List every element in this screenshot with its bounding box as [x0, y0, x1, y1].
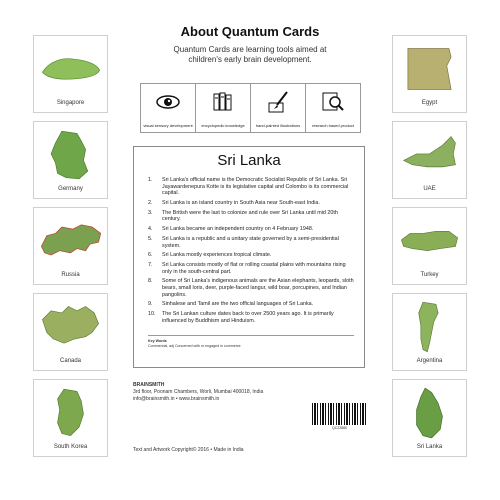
keywords-box — [148, 335, 354, 349]
turkey-map — [397, 214, 462, 268]
list-item: 10. The Sri Lankan culture dates back to over 2500 years ago. It is primarily influenced by Buddhism and Hinduism. — [148, 311, 334, 324]
egypt-map — [397, 42, 462, 96]
card-label: Singapore — [56, 100, 85, 106]
list-item: 1. Sri Lanka's official name is the Democratic Socialist Republic of Sri Lanka. Sri Jayawardenepura Kotte is its legislative capital and Colombo is its commercial capital. — [148, 177, 349, 197]
keywords-title: Key Words — [148, 339, 167, 343]
feature-label: research based product — [311, 123, 355, 128]
magnifier-icon — [306, 88, 360, 116]
feature-label: visual sensory development — [143, 123, 193, 128]
argentina-map — [397, 300, 462, 354]
copyright: Text and Artwork Copyright© 2016 • Made in India — [133, 447, 244, 453]
card-russia — [33, 207, 108, 285]
feature-hand-painted — [250, 83, 306, 133]
canada-map — [38, 300, 103, 354]
list-item: 2. Sri Lanka is an island country in South Asia near South-east India. — [148, 199, 320, 206]
contact: info@brainsmith.in • www.brainsmith.in — [133, 396, 220, 402]
card-label: Argentina — [416, 358, 443, 364]
page-title: About Quantum Cards — [180, 24, 320, 39]
feature-research — [305, 83, 361, 133]
card-label: South Korea — [53, 444, 88, 450]
paintbrush-icon — [251, 88, 305, 116]
list-item: 8. Some of Sri Lanka's indigenous animals are the Asian elephants, leopards, sloth bears, small loris, deer, purple-faced langur, wild boar, porcupines, and Indian pangolins. — [148, 278, 354, 298]
card-uae — [392, 121, 467, 199]
germany-map — [38, 128, 103, 182]
russia-map — [38, 214, 103, 268]
barcode-bars — [312, 403, 367, 425]
card-egypt — [392, 35, 467, 113]
fact-panel — [133, 146, 365, 368]
card-south-korea — [33, 379, 108, 457]
card-label: Sri Lanka — [416, 444, 443, 450]
singapore-map — [38, 42, 103, 96]
card-label: Egypt — [421, 100, 438, 106]
page-subtitle — [120, 45, 380, 65]
eye-icon — [141, 88, 195, 116]
subtitle-line-1: Quantum Cards are learning tools aimed at — [173, 45, 327, 54]
keywords-text: Commercial, adj Concerned with or engaged in commerce — [148, 344, 241, 348]
publisher-info — [133, 382, 365, 403]
list-item: 3. The British were the last to colonize and rule over Sri Lanka until mid 20th century. — [148, 209, 338, 223]
card-label: Russia — [61, 272, 80, 278]
barcode — [312, 403, 367, 431]
list-item: 5. Sri Lanka is a republic and a unitary state governed by a semi-presidential system. — [148, 235, 339, 249]
card-singapore — [33, 35, 108, 113]
barcode-number: QC22880 — [332, 426, 347, 430]
card-germany — [33, 121, 108, 199]
feature-label: hand-painted illustrations — [255, 123, 301, 128]
south-korea-map — [38, 386, 103, 440]
list-item: 4. Sri Lanka became an independent country on 4 February 1948. — [148, 226, 314, 233]
feature-label: encyclopedic knowledge — [201, 123, 245, 128]
address: 3rd floor, Poonam Chambers, Worli, Mumbai 400018, India — [133, 389, 264, 395]
card-label: Turkey — [420, 272, 439, 278]
subtitle-line-2: children's early brain development. — [188, 55, 312, 64]
list-item: 6. Sri Lanka mostly experiences tropical climate. — [148, 252, 272, 259]
sri-lanka-map — [397, 386, 462, 440]
brand-name: BRAINSMITH — [133, 382, 165, 388]
card-label: Canada — [59, 358, 82, 364]
uae-map — [397, 128, 462, 182]
card-sri-lanka — [392, 379, 467, 457]
list-item: 7. Sri Lanka consists mostly of flat or rolling coastal plains with mountains rising only in the south-central part. — [148, 262, 346, 275]
card-argentina — [392, 293, 467, 371]
panel-title: Sri Lanka — [217, 152, 281, 169]
card-label: UAE — [423, 186, 436, 192]
card-turkey — [392, 207, 467, 285]
list-item: 9. Sinhalese and Tamil are the two official languages of Sri Lanka. — [148, 301, 314, 308]
card-label: Germany — [58, 186, 83, 192]
books-icon — [196, 88, 250, 116]
card-canada — [33, 293, 108, 371]
feature-visual-sensory — [140, 83, 196, 133]
feature-encyclopedic — [195, 83, 251, 133]
facts-list — [148, 177, 354, 328]
